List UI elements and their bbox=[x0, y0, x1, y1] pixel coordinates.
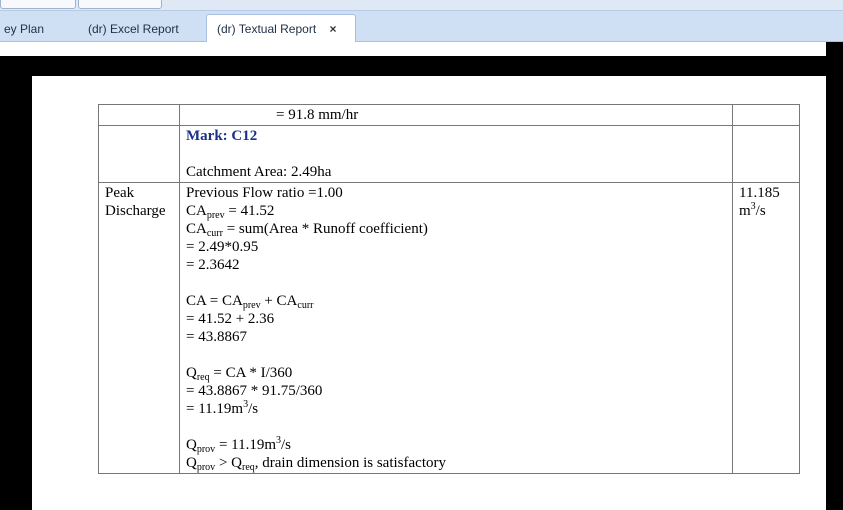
mark-heading: Mark: C12 bbox=[186, 128, 258, 144]
close-icon[interactable]: × bbox=[329, 22, 337, 36]
table-cell bbox=[733, 126, 800, 183]
tab-label: (dr) Excel Report bbox=[88, 22, 179, 36]
result-value: 11.185 bbox=[739, 185, 780, 201]
toolbar-button-stub[interactable] bbox=[78, 0, 162, 9]
q-req-line: $Q_{req}$ = CA * I/360 bbox=[186, 365, 293, 383]
flow-ratio: Previous Flow ratio =1.00 bbox=[186, 185, 343, 201]
toolbar-button-stub[interactable] bbox=[0, 0, 76, 9]
table-cell bbox=[733, 105, 800, 126]
ca-curr-step: = 2.49*0.95 bbox=[186, 239, 259, 255]
intensity-result: = 91.8 mm/hr bbox=[276, 107, 359, 123]
report-table bbox=[98, 104, 800, 474]
document-gap bbox=[18, 56, 826, 76]
ca-curr-line: $CA_{curr}$ = sum(Area * Runoff coefficient) bbox=[186, 221, 428, 239]
ca-sum-line: CA = $CA_{prev} + CA_{curr}$ bbox=[186, 293, 314, 311]
result-value-cell bbox=[733, 183, 800, 474]
q-check-line: $Q_{prov} > Q_{req}$, drain dimension is satisfactory bbox=[186, 455, 446, 473]
table-cell bbox=[180, 126, 733, 183]
table-row bbox=[99, 126, 800, 183]
q-req-step: = 43.8867 * 91.75/360 bbox=[186, 383, 323, 399]
table-row bbox=[99, 105, 800, 126]
ca-curr-result: = 2.3642 bbox=[186, 257, 240, 273]
tab-label: (dr) Textual Report bbox=[217, 22, 317, 36]
row-label-peak-discharge: Peak Discharge bbox=[99, 183, 180, 474]
q-req-result: = $11.19m^3/s$ bbox=[186, 399, 259, 417]
top-toolbar-strip bbox=[0, 0, 843, 11]
tab-content-header bbox=[0, 42, 826, 56]
ca-sum-result: = 43.8867 bbox=[186, 329, 247, 345]
table-cell bbox=[99, 105, 180, 126]
tab-key-plan[interactable] bbox=[0, 17, 54, 41]
table-cell bbox=[99, 126, 180, 183]
table-cell bbox=[180, 183, 733, 474]
ca-sum-step: = 41.52 + 2.36 bbox=[186, 311, 275, 327]
tab-label: ey Plan bbox=[4, 22, 45, 36]
document-tab-bar bbox=[0, 11, 843, 42]
table-row bbox=[99, 183, 800, 474]
report-page bbox=[32, 76, 826, 510]
tab-excel-report[interactable] bbox=[78, 17, 189, 41]
result-unit: $m^3/s$ bbox=[739, 201, 766, 219]
tab-textual-report[interactable] bbox=[206, 14, 356, 42]
catchment-area: Catchment Area: 2.49ha bbox=[186, 164, 332, 180]
table-cell bbox=[180, 105, 733, 126]
ca-prev-line: $CA_{prev} = 41.52$ bbox=[186, 203, 275, 221]
q-prov-line: $Q_{prov} = 11.19m^3/s$ bbox=[186, 435, 292, 455]
